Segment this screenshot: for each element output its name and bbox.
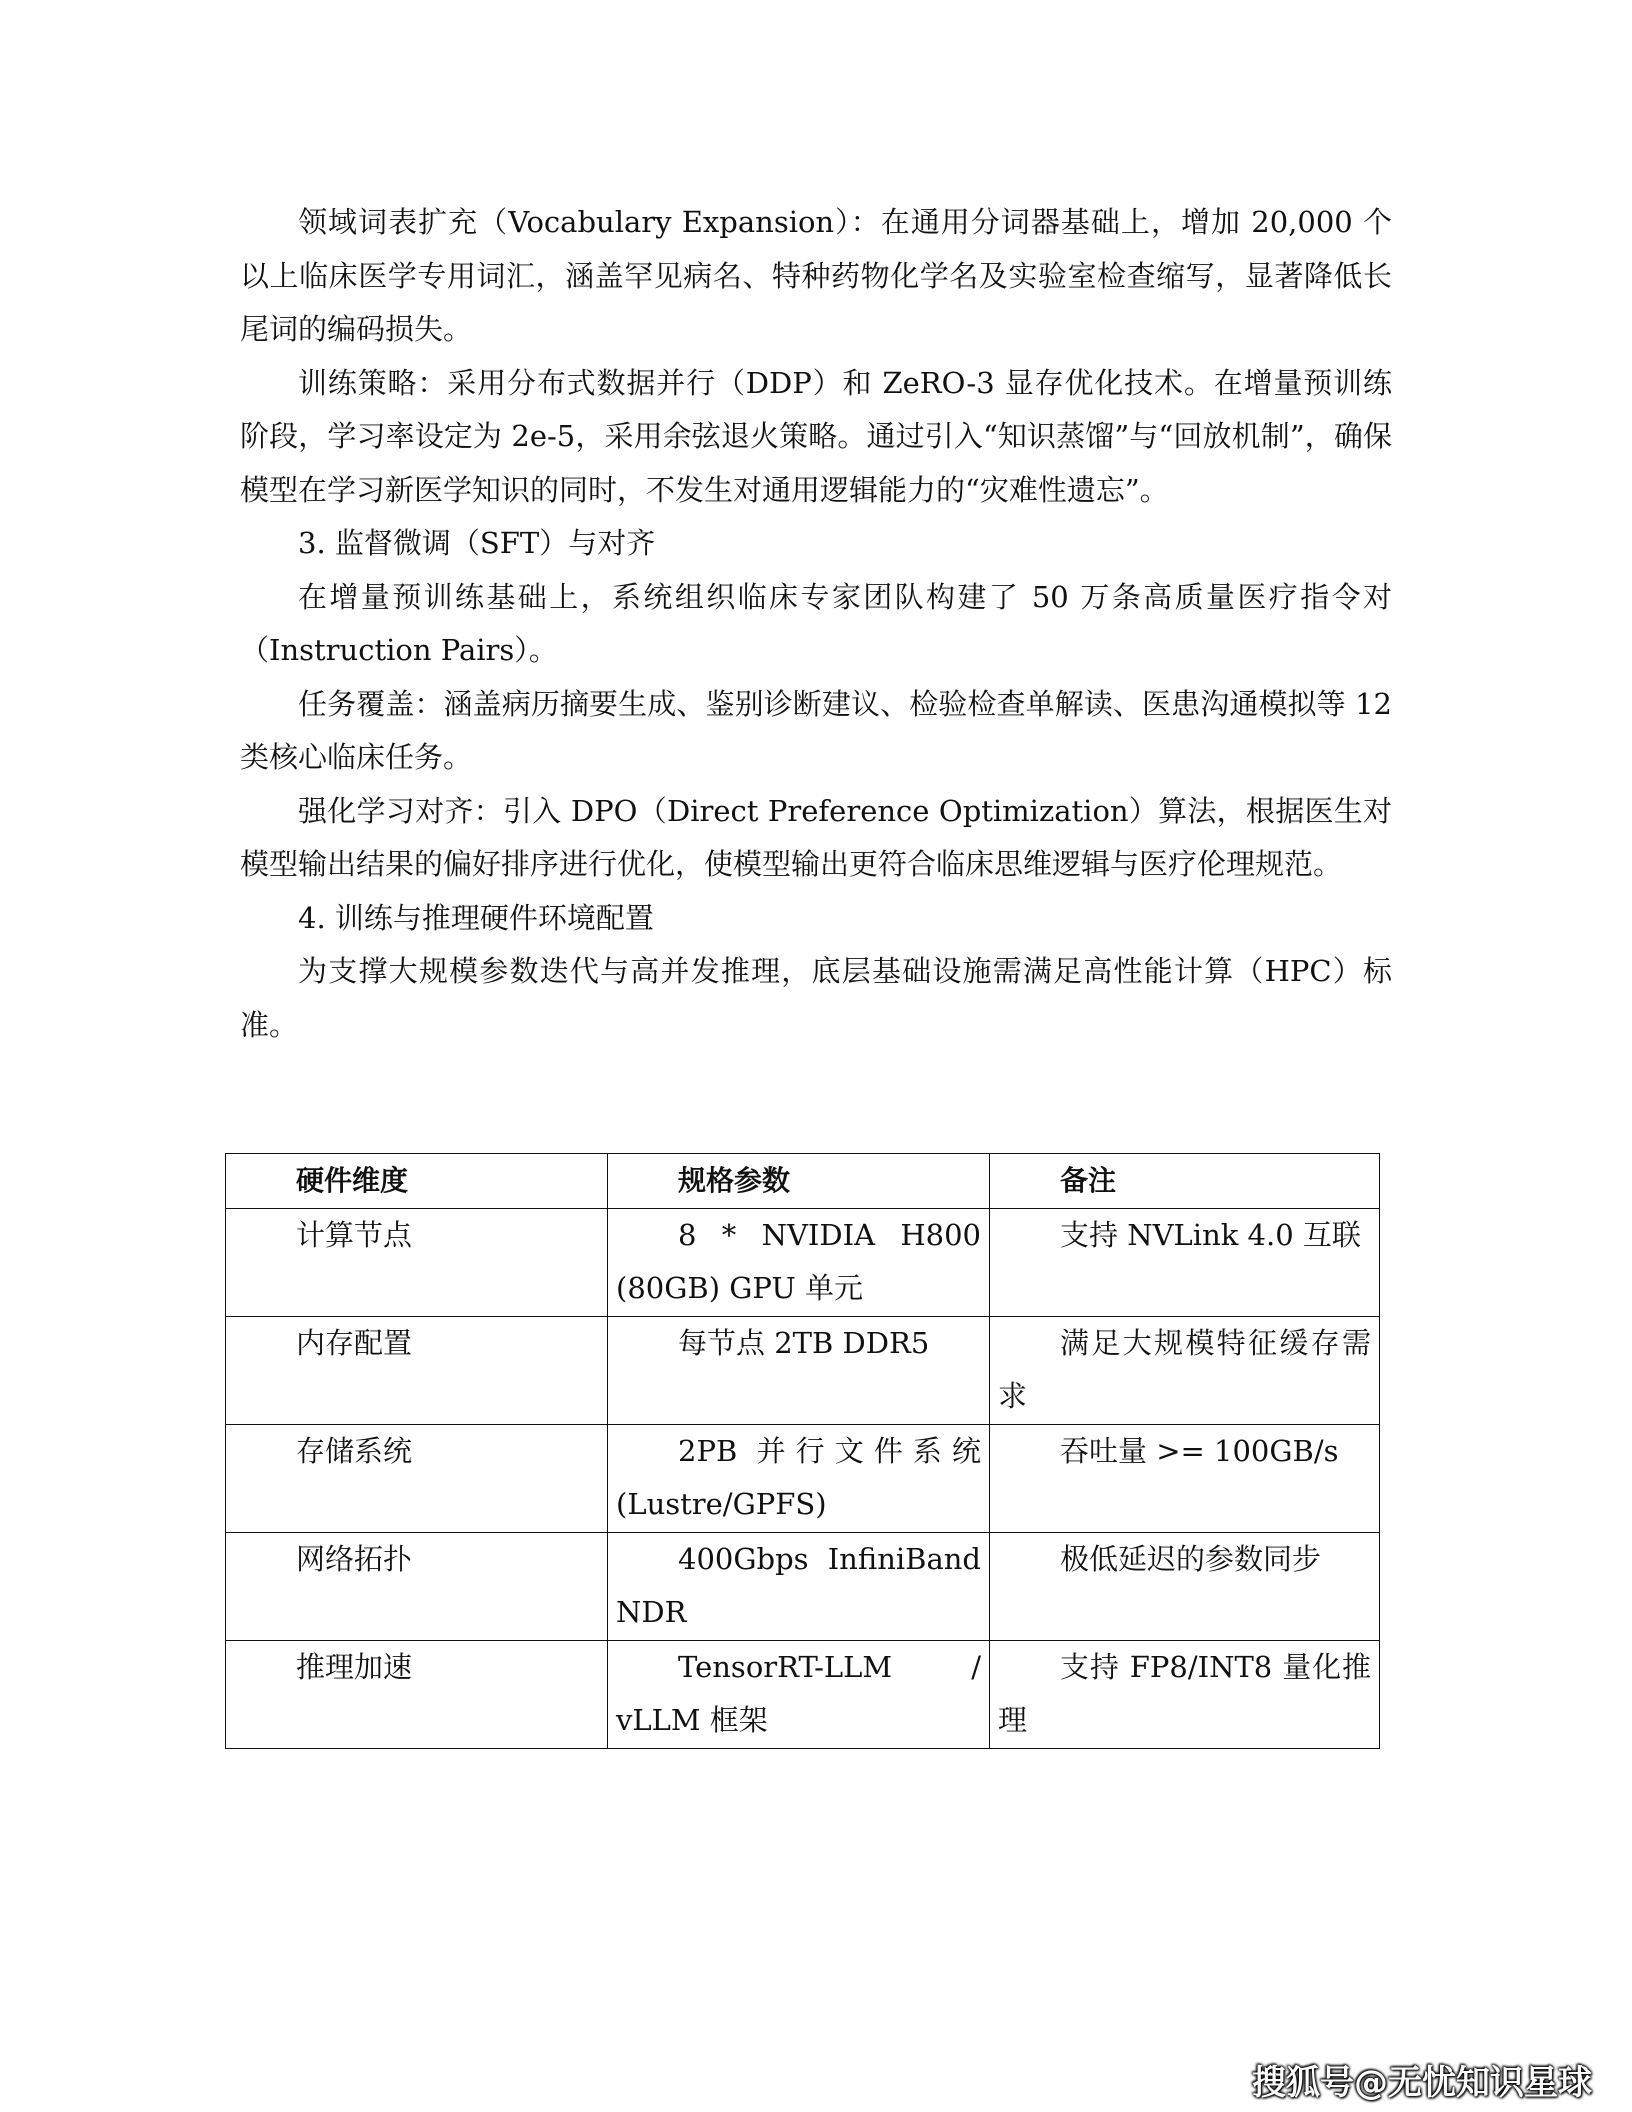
cell-dimension: 计算节点 xyxy=(226,1208,608,1316)
paragraph-sft-intro: 在增量预训练基础上，系统组织临床专家团队构建了 50 万条高质量医疗指令对（Instruction Pairs）。 xyxy=(240,579,1392,667)
cell-spec: TensorRT-LLM / vLLM 框架 xyxy=(608,1640,990,1748)
table-row xyxy=(226,1316,1380,1424)
header-hardware-dimension: 硬件维度 xyxy=(226,1154,608,1209)
cell-dimension: 存储系统 xyxy=(226,1424,608,1532)
header-notes: 备注 xyxy=(990,1154,1380,1209)
cell-spec: 每节点 2TB DDR5 xyxy=(608,1316,990,1424)
paragraph-rl-alignment: 强化学习对齐：引入 DPO（Direct Preference Optimization）算法，根据医生对模型输出结果的偏好排序进行优化，使模型输出更符合临床思维逻辑与医疗伦理规范。 xyxy=(240,793,1392,881)
table-row xyxy=(226,1640,1380,1748)
paragraph-training-strategy: 训练策略：采用分布式数据并行（DDP）和 ZeRO-3 显存优化技术。在增量预训练阶段，学习率设定为 2e-5，采用余弦退火策略。通过引入“知识蒸馏”与“回放机制”，确保模型在学习新医学知识的同时，不发生对通用逻辑能力的“灾难性遗忘”。 xyxy=(240,365,1392,507)
cell-note: 极低延迟的参数同步 xyxy=(990,1532,1380,1640)
cell-dimension: 内存配置 xyxy=(226,1316,608,1424)
paragraph-vocabulary-expansion: 领域词表扩充（Vocabulary Expansion）：在通用分词器基础上，增加 20,000 个以上临床医学专用词汇，涵盖罕见病名、特种药物化学名及实验室检查缩写，显著降低长尾词的编码损失。 xyxy=(240,205,1392,346)
cell-spec: 8 * NVIDIA H800 (80GB) GPU 单元 xyxy=(608,1208,990,1316)
section-3-heading: 3. 监督微调（SFT）与对齐 xyxy=(298,526,656,560)
table-row xyxy=(226,1208,1380,1316)
cell-note: 满足大规模特征缓存需求 xyxy=(990,1316,1380,1424)
hardware-config-table xyxy=(225,1153,1380,1749)
cell-dimension: 网络拓扑 xyxy=(226,1532,608,1640)
cell-note: 支持 NVLink 4.0 互联 xyxy=(990,1208,1380,1316)
paragraph-task-coverage: 任务覆盖：涵盖病历摘要生成、鉴别诊断建议、检验检查单解读、医患沟通模拟等 12 类核心临床任务。 xyxy=(240,686,1392,774)
sohu-watermark: 搜狐号@无忧知识星球 xyxy=(1252,2063,1592,2103)
table-row xyxy=(226,1532,1380,1640)
header-spec-params: 规格参数 xyxy=(608,1154,990,1209)
cell-spec: 2PB 并行文件系统 (Lustre/GPFS) xyxy=(608,1424,990,1532)
cell-note: 支持 FP8/INT8 量化推理 xyxy=(990,1640,1380,1748)
cell-dimension: 推理加速 xyxy=(226,1640,608,1748)
section-4-heading: 4. 训练与推理硬件环境配置 xyxy=(298,900,654,935)
paragraph-hpc-intro: 为支撑大规模参数迭代与高并发推理，底层基础设施需满足高性能计算（HPC）标准。 xyxy=(240,954,1392,1042)
cell-note: 吞吐量 >= 100GB/s xyxy=(990,1424,1380,1532)
cell-spec: 400Gbps InfiniBand NDR xyxy=(608,1532,990,1640)
body-text xyxy=(240,196,1392,1052)
table-row xyxy=(226,1424,1380,1532)
table-header-row xyxy=(226,1154,1380,1209)
